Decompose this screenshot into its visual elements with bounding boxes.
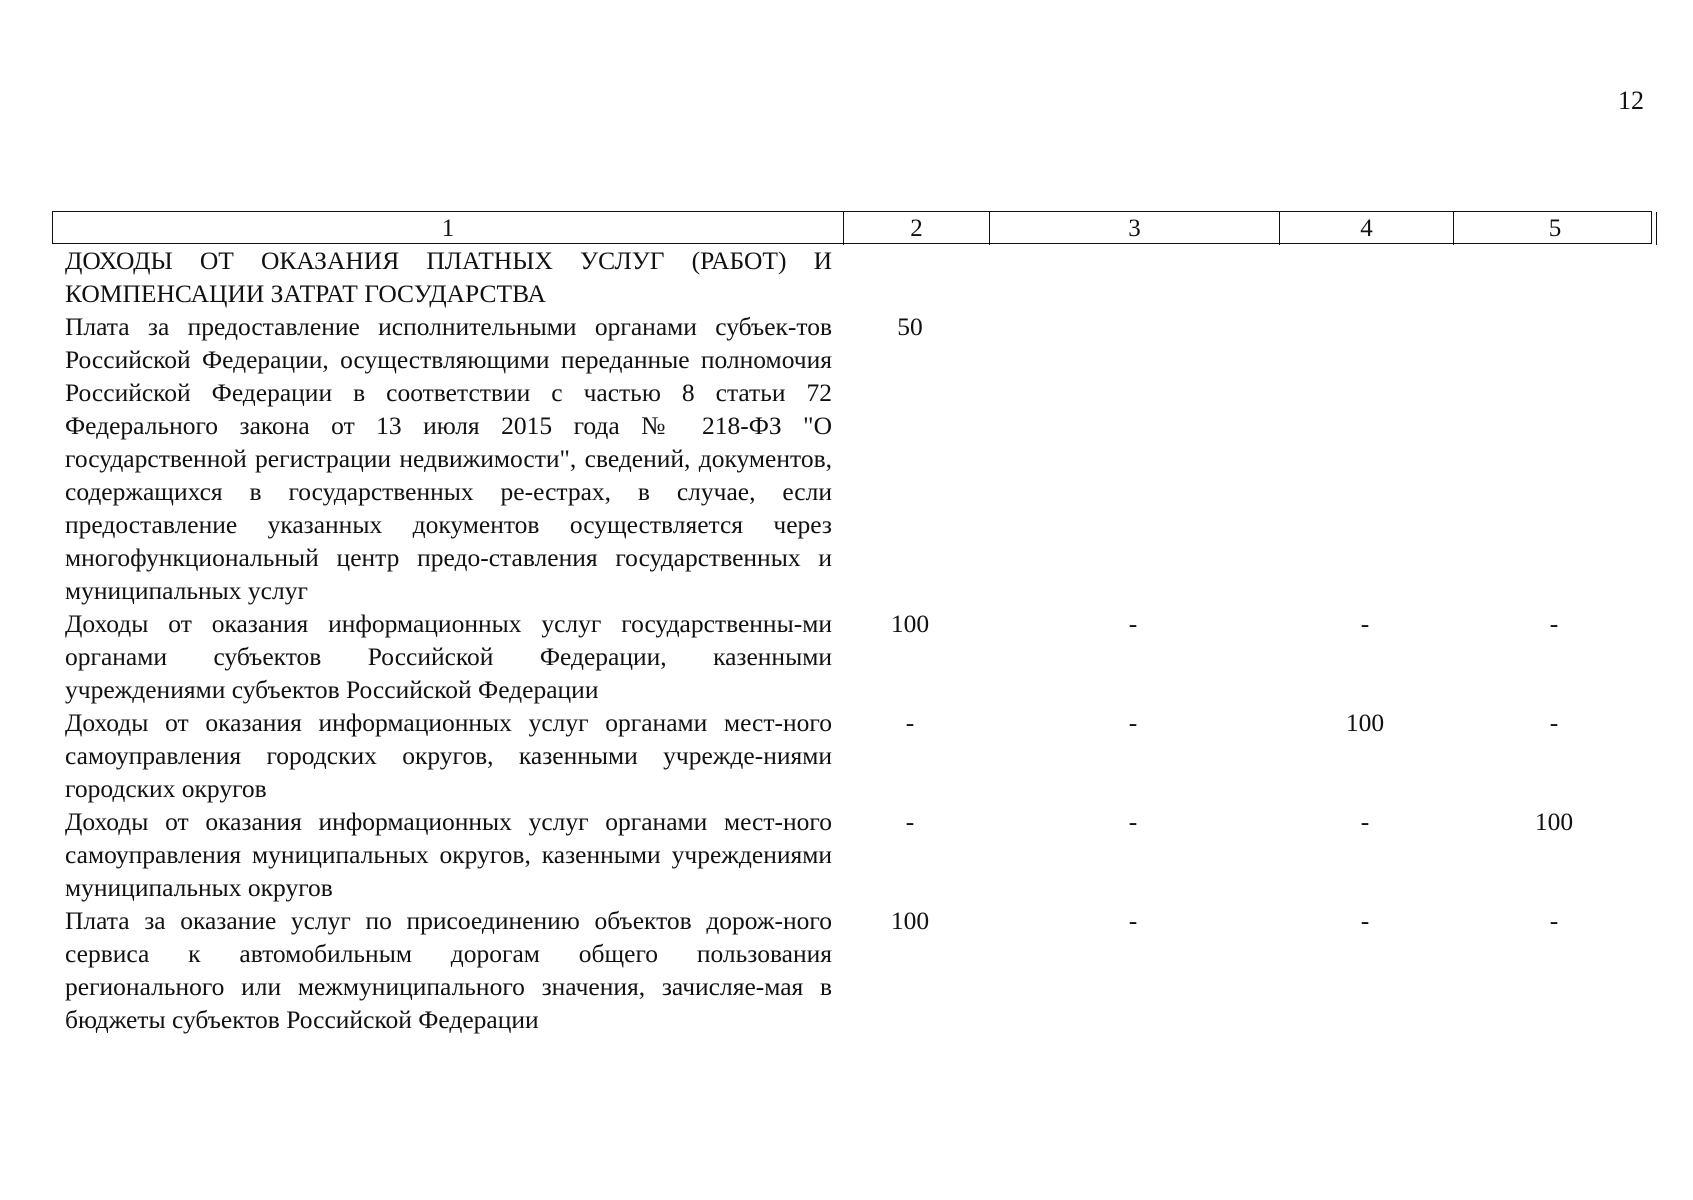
cell-col-5: - [1549, 906, 1559, 935]
cell-col-2: - [905, 708, 915, 737]
cell-col-2: 100 [890, 906, 930, 935]
cell-col-2 [842, 244, 988, 310]
table-row [52, 904, 1652, 1036]
cell-col-3: - [1128, 609, 1138, 638]
cell-col-4: - [1360, 609, 1370, 638]
cell-col-3: - [1128, 906, 1138, 935]
column-header-5: 5 [1453, 212, 1657, 245]
cell-col-4: 100 [1345, 708, 1385, 737]
cell-col-5 [1452, 310, 1656, 607]
section-title: ДОХОДЫ ОТ ОКАЗАНИЯ ПЛАТНЫХ УСЛУГ (РАБОТ) И КОМПЕНСАЦИИ ЗАТРАТ ГОСУДАРСТВА [65, 246, 832, 308]
table-header [52, 211, 1652, 244]
table-row [52, 805, 1652, 904]
row-description: Доходы от оказания информационных услуг органами мест-ного самоуправления городских округов, казенными учрежде-ниями городских округов [65, 708, 832, 803]
cell-col-3 [988, 310, 1278, 607]
cell-col-2: 50 [897, 312, 923, 341]
cell-col-4 [1278, 244, 1452, 310]
cell-col-5: - [1549, 609, 1559, 638]
row-description: Плата за оказание услуг по присоединению объектов дорож-ного сервиса к автомобильным дорогам общего пользования регионального или межмуниципального значения, зачисляе-мая в бюджеты субъектов Российской Федерации [65, 906, 832, 1034]
page-number: 12 [1618, 86, 1644, 115]
table-row [52, 310, 1652, 607]
cell-col-4: - [1360, 807, 1370, 836]
row-description: Плата за предоставление исполнительными органами субъек-тов Российской Федерации, осуществляющими переданные полномочия Российской Федерации в соответствии с частью 8 статьи 72 Федерального закона от 13 июля 2015 года № 218-ФЗ "О государственной регистрации недвижимости", сведений, документов, содержащихся в государственных ре-естрах, в случае, если предоставление указанных документов осуществляется через многофункциональный центр предо-ставления государственных и муниципальных услуг [65, 312, 832, 605]
cell-col-2: 100 [890, 609, 930, 638]
cell-col-5: 100 [1534, 807, 1574, 836]
row-description: Доходы от оказания информационных услуг органами мест-ного самоуправления муниципальных округов, казенными учреждениями муниципальных округов [65, 807, 832, 902]
table-row [52, 607, 1652, 706]
column-header-2: 2 [843, 212, 989, 245]
cell-col-2: - [905, 807, 915, 836]
column-header-4: 4 [1279, 212, 1453, 245]
cell-col-5: - [1549, 708, 1559, 737]
cell-col-3 [988, 244, 1278, 310]
row-description: Доходы от оказания информационных услуг государственны-ми органами субъектов Российской Федерации, казенными учреждениями субъектов Российской Федерации [65, 609, 832, 704]
table-row [52, 706, 1652, 805]
revenue-table [52, 211, 1652, 1036]
cell-col-4 [1278, 310, 1452, 607]
cell-col-3: - [1128, 807, 1138, 836]
cell-col-3: - [1128, 708, 1138, 737]
cell-col-5 [1452, 244, 1656, 310]
column-header-1: 1 [441, 215, 455, 242]
column-header-3: 3 [989, 212, 1279, 245]
table-row [52, 244, 1652, 310]
cell-col-4: - [1360, 906, 1370, 935]
